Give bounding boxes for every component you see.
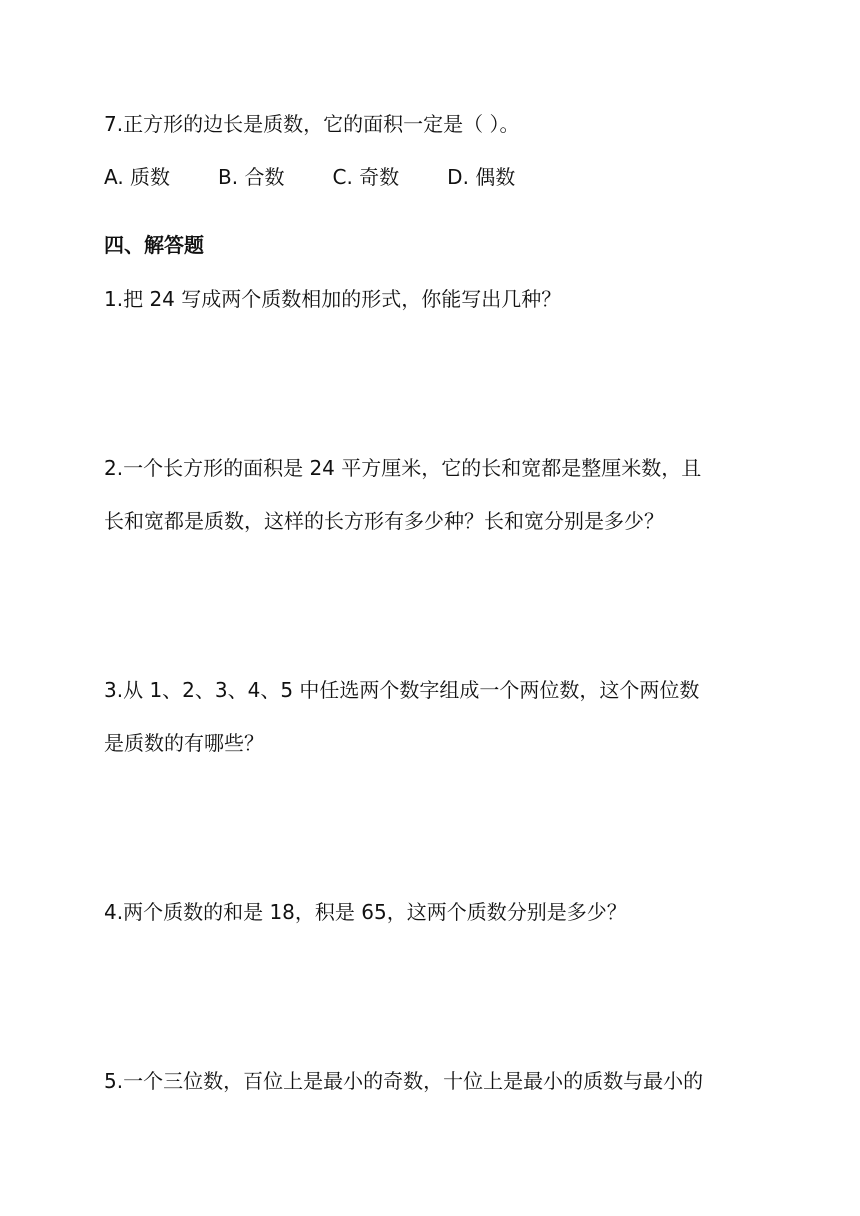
option-d: D. 偶数 xyxy=(447,165,516,189)
option-c: C. 奇数 xyxy=(332,165,400,189)
question-1-line-1: 1.把 24 写成两个质数相加的形式，你能写出几种？ xyxy=(104,287,562,311)
option-a: A. 质数 xyxy=(104,165,171,189)
question-7-options xyxy=(104,163,563,191)
section-heading: 四、解答题 xyxy=(104,233,204,257)
question-4-line-1: 4.两个质数的和是 18，积是 65，这两个质数分别是多少？ xyxy=(104,900,627,924)
question-7-text: 7.正方形的边长是质数，它的面积一定是（ ）。 xyxy=(104,112,520,136)
option-b: B. 合数 xyxy=(218,165,285,189)
question-2-line-2: 长和宽都是质数，这样的长方形有多少种？长和宽分别是多少？ xyxy=(104,509,664,533)
question-2-line-1: 2.一个长方形的面积是 24 平方厘米，它的长和宽都是整厘米数，且 xyxy=(104,456,702,480)
question-3-line-1: 3.从 1、2、3、4、5 中任选两个数字组成一个两位数，这个两位数 xyxy=(104,678,700,702)
question-3-line-2: 是质数的有哪些？ xyxy=(104,731,264,755)
question-5-line-1: 5.一个三位数，百位上是最小的奇数，十位上是最小的质数与最小的 xyxy=(104,1069,704,1093)
